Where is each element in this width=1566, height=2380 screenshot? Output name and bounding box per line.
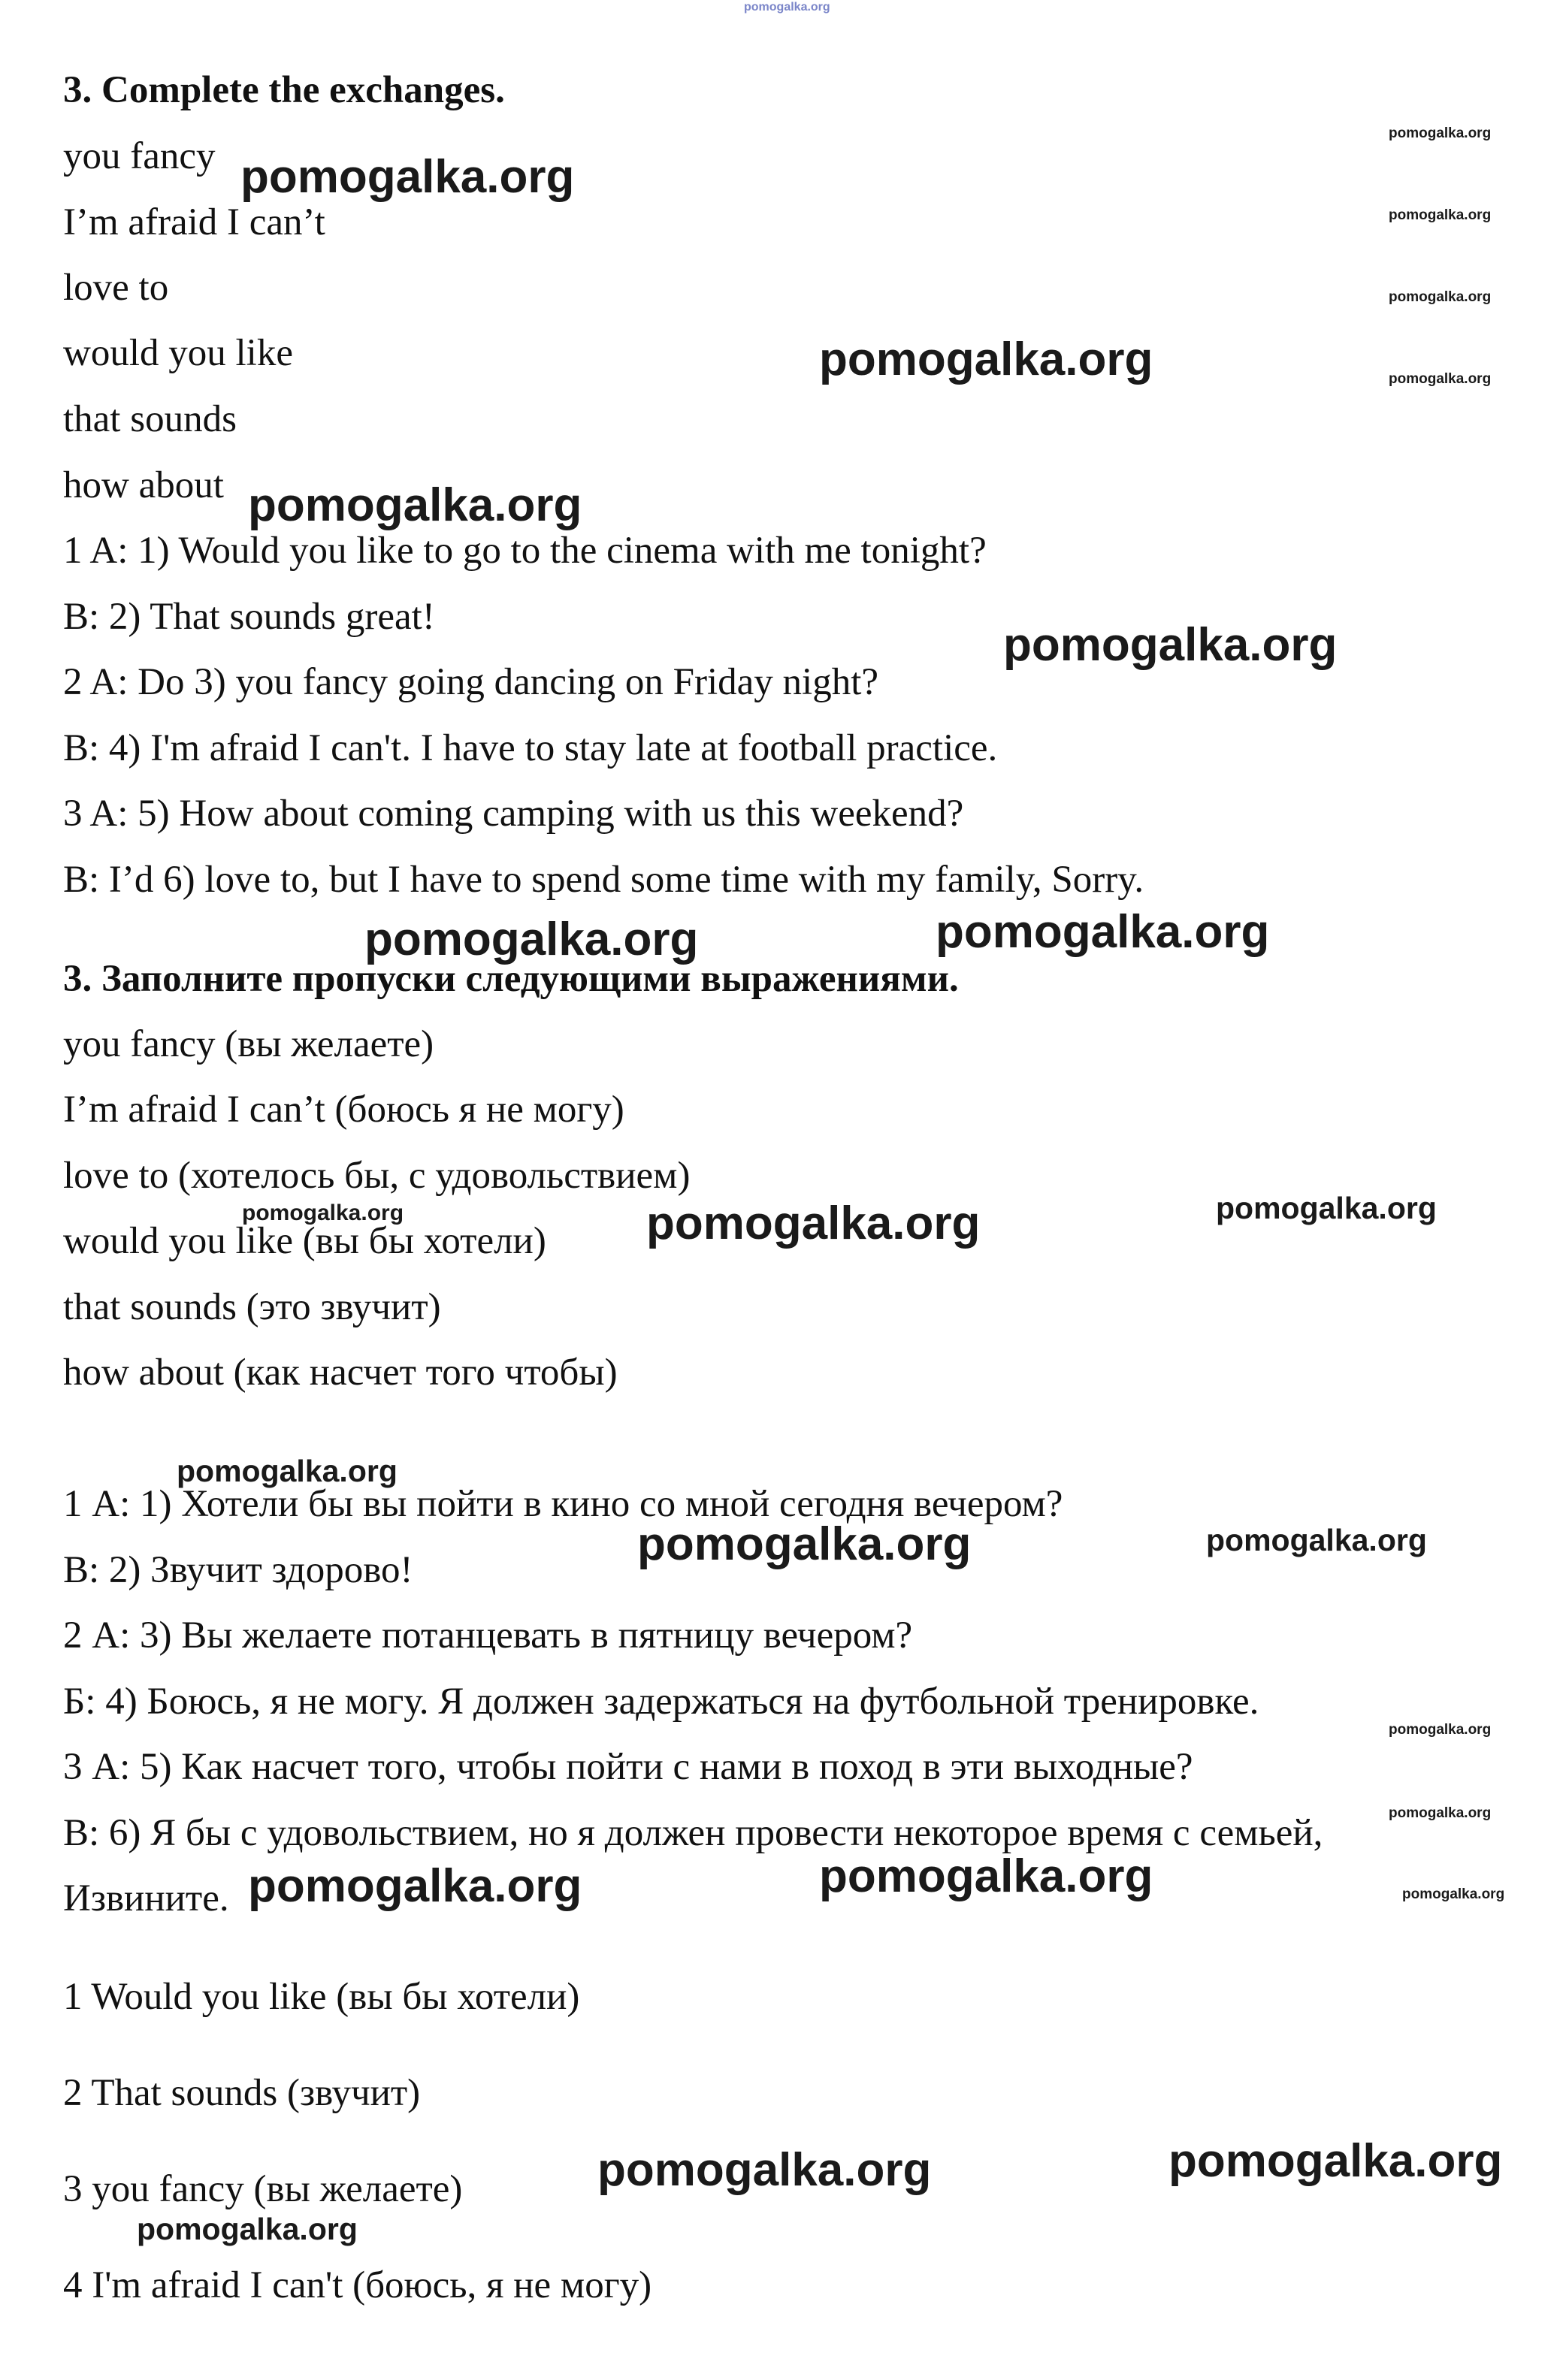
watermark: pomogalka.org bbox=[1389, 1722, 1492, 1738]
dialogue-line: B: 2) That sounds great! bbox=[63, 596, 435, 638]
dialogue-line: В: 2) Звучит здорово! bbox=[63, 1549, 413, 1591]
dialogue-line: 3 A: 5) How about coming camping with us this weekend? bbox=[63, 793, 964, 835]
dialogue-line: В: 6) Я бы с удовольствием, но я должен провести некоторое время с семьей, bbox=[63, 1812, 1323, 1854]
phrase-item: how about bbox=[63, 464, 224, 506]
watermark: pomogalka.org bbox=[1003, 619, 1338, 671]
dialogue-line: 1 А: 1) Хотели бы вы пойти в кино со мной сегодня вечером? bbox=[63, 1483, 1063, 1525]
dialogue-line: 3 А: 5) Как насчет того, чтобы пойти с нами в поход в эти выходные? bbox=[63, 1746, 1193, 1788]
phrase-item: love to bbox=[63, 267, 169, 309]
phrase-item: I’m afraid I can’t (боюсь я не могу) bbox=[63, 1089, 624, 1131]
answer-item: 2 That sounds (звучит) bbox=[63, 2072, 421, 2114]
watermark: pomogalka.org bbox=[1389, 371, 1492, 387]
exercise-title-english: 3. Complete the exchanges. bbox=[63, 69, 505, 111]
watermark: pomogalka.org bbox=[819, 334, 1153, 385]
watermark: pomogalka.org bbox=[646, 1198, 981, 1249]
phrase-item: you fancy bbox=[63, 135, 216, 177]
watermark: pomogalka.org bbox=[1389, 1805, 1492, 1821]
dialogue-line: B: 4) I'm afraid I can't. I have to stay late at football practice. bbox=[63, 727, 998, 769]
watermark: pomogalka.org bbox=[819, 1850, 1153, 1902]
watermark: pomogalka.org bbox=[248, 479, 582, 531]
watermark: pomogalka.org bbox=[1389, 207, 1492, 223]
phrase-item: that sounds bbox=[63, 398, 237, 440]
answer-item: 3 you fancy (вы желаете) bbox=[63, 2168, 463, 2210]
dialogue-line: 1 A: 1) Would you like to go to the cinema with me tonight? bbox=[63, 530, 987, 572]
watermark: pomogalka.org bbox=[1389, 289, 1492, 305]
dialogue-line: Б: 4) Боюсь, я не могу. Я должен задержаться на футбольной тренировке. bbox=[63, 1681, 1259, 1723]
watermark-top: pomogalka.org bbox=[744, 1, 830, 14]
watermark: pomogalka.org bbox=[637, 1518, 972, 1570]
watermark: pomogalka.org bbox=[1216, 1191, 1437, 1225]
answer-item: 4 I'm afraid I can't (боюсь, я не могу) bbox=[63, 2264, 652, 2306]
phrase-item: how about (как насчет того чтобы) bbox=[63, 1352, 618, 1394]
watermark: pomogalka.org bbox=[248, 1860, 582, 1912]
answer-item: 1 Would you like (вы бы хотели) bbox=[63, 1976, 580, 2018]
phrase-item: I’m afraid I can’t bbox=[63, 201, 325, 243]
phrase-item: you fancy (вы желаете) bbox=[63, 1023, 434, 1065]
watermark: pomogalka.org bbox=[1206, 1523, 1427, 1557]
phrase-item: that sounds (это звучит) bbox=[63, 1286, 441, 1328]
watermark: pomogalka.org bbox=[1168, 2135, 1503, 2187]
phrase-item: would you like (вы бы хотели) bbox=[63, 1220, 546, 1262]
watermark: pomogalka.org bbox=[177, 1454, 398, 1488]
watermark: pomogalka.org bbox=[240, 151, 575, 203]
phrase-item: would you like bbox=[63, 332, 293, 374]
watermark: pomogalka.org bbox=[597, 2144, 932, 2196]
watermark: pomogalka.org bbox=[1402, 1886, 1505, 1902]
dialogue-line: 2 A: Do 3) you fancy going dancing on Friday night? bbox=[63, 661, 878, 703]
phrase-item: love to (хотелось бы, с удовольствием) bbox=[63, 1155, 691, 1197]
watermark: pomogalka.org bbox=[1389, 125, 1492, 141]
watermark: pomogalka.org bbox=[137, 2212, 358, 2246]
watermark: pomogalka.org bbox=[936, 906, 1270, 958]
exercise-title-russian: 3. Заполните пропуски следующими выражениями. bbox=[63, 958, 959, 1000]
watermark: pomogalka.org bbox=[364, 914, 699, 965]
dialogue-line: B: I’d 6) love to, but I have to spend some time with my family, Sorry. bbox=[63, 859, 1144, 901]
watermark: pomogalka.org bbox=[242, 1201, 404, 1225]
dialogue-line: Извините. bbox=[63, 1877, 229, 1919]
dialogue-line: 2 А: 3) Вы желаете потанцевать в пятницу вечером? bbox=[63, 1614, 913, 1657]
